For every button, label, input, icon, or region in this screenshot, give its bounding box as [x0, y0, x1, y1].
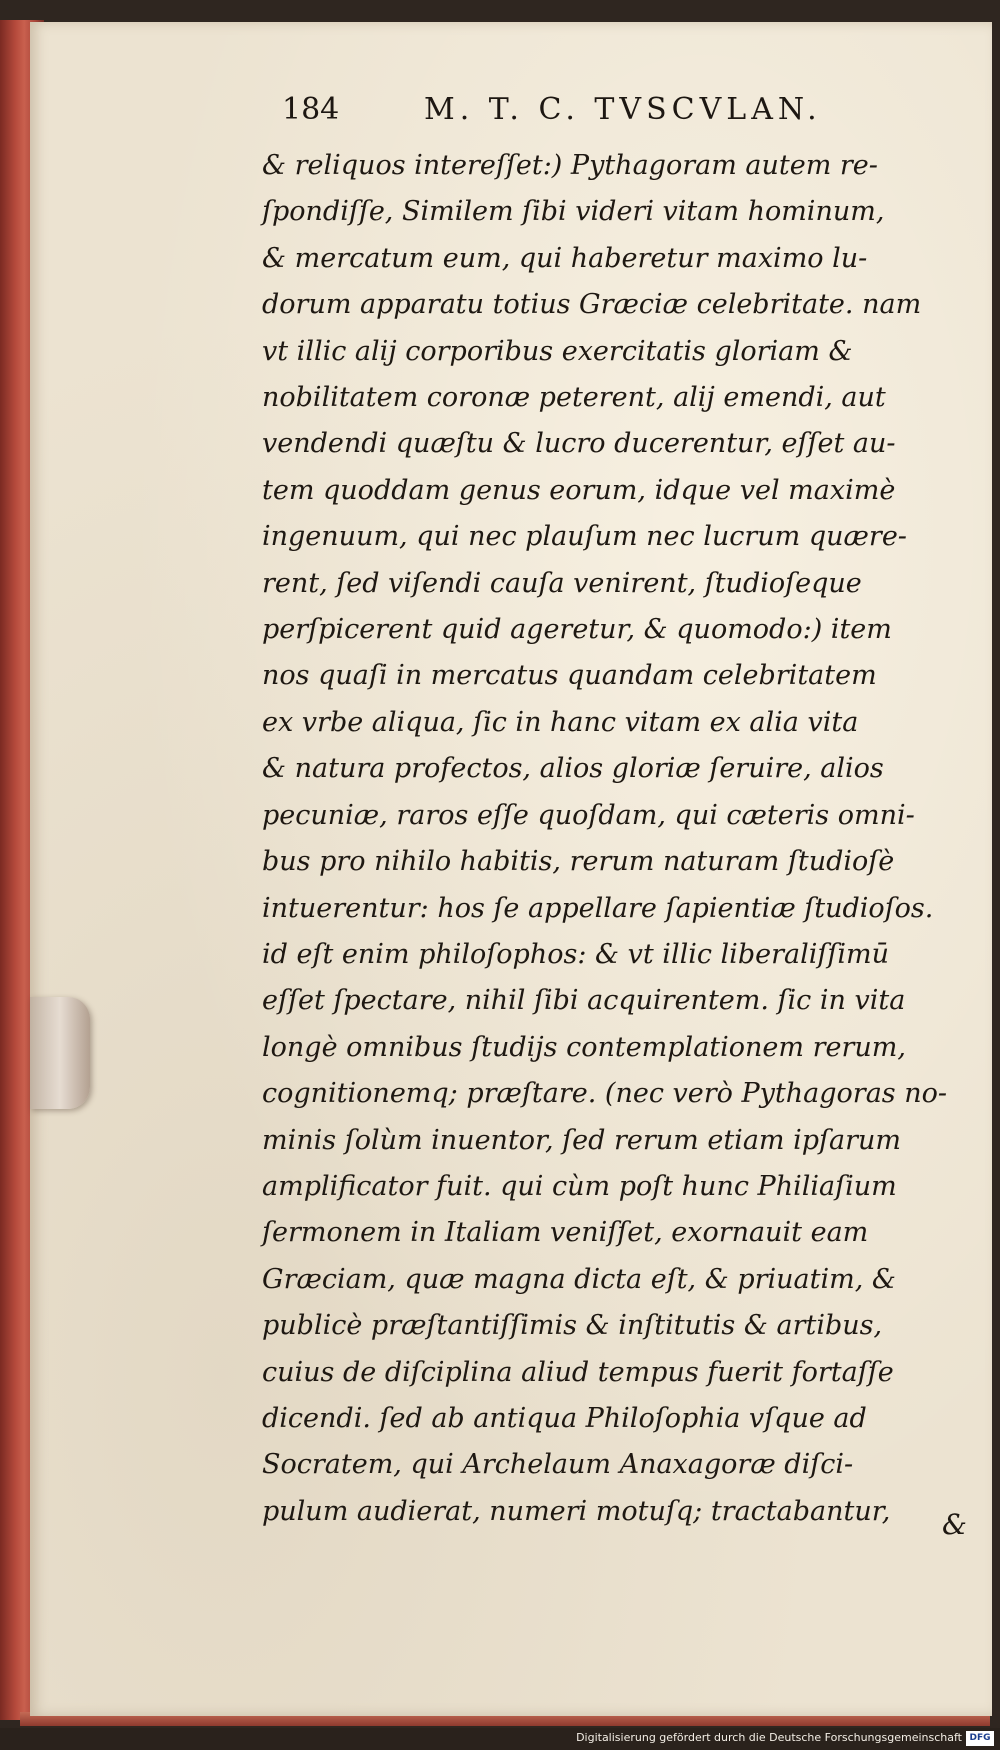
text-line: nos quaſi in mercatus quandam celebritatem — [262, 660, 877, 692]
text-line: cuius de diſciplina aliud tempus fuerit fortaſſe — [262, 1356, 894, 1388]
footer-bar — [0, 1728, 1000, 1750]
text-line: amplificator fuit. qui cùm poſt hunc Philiaſium — [262, 1170, 897, 1202]
text-line: dicendi. ſed ab antiqua Philoſophia vſque ad — [262, 1402, 867, 1434]
text-line: rent, ſed viſendi cauſa venirent, ſtudioſeque — [262, 567, 862, 599]
text-line: dorum apparatu totius Græciæ celebritate. nam — [262, 289, 922, 321]
text-line: id eſt enim philoſophos: & vt illic liberaliſſimū — [262, 938, 889, 970]
text-line: tem quoddam genus eorum, idque vel maximè — [262, 474, 896, 506]
text-line: pulum audierat, numeri motuſq; tractabantur, — [262, 1495, 891, 1527]
page-header — [282, 92, 902, 136]
page-number: 184 — [282, 92, 340, 127]
text-line: & natura profectos, alios gloriæ ſeruire, alios — [262, 753, 884, 785]
text-line: pecuniæ, raros eſſe quoſdam, qui cæteris omni- — [262, 799, 915, 831]
text-line: Socratem, qui Archelaum Anaxagoræ diſci- — [262, 1449, 854, 1481]
text-line: vendendi quæſtu & lucro ducerentur, eſſet au- — [262, 428, 896, 460]
running-head: M. T. C. TVSCVLAN. — [424, 92, 822, 127]
page-clip — [30, 997, 90, 1109]
text-line: cognitionemq; præſtare. (nec verò Pythagoras no- — [262, 1078, 948, 1110]
text-line: eſſet ſpectare, nihil ſibi acquirentem. ſic in vita — [262, 985, 906, 1017]
text-line: ingenuum, qui nec plauſum nec lucrum quære- — [262, 521, 907, 553]
text-line: intuerentur: hos ſe appellare ſapientiæ ſtudioſos. — [262, 892, 934, 924]
text-line: bus pro nihilo habitis, rerum naturam ſtudioſè — [262, 846, 895, 878]
text-block — [262, 143, 948, 1535]
text-line: & mercatum eum, qui haberetur maximo lu- — [262, 242, 868, 274]
digitization-credit: Digitalisierung gefördert durch die Deutsche Forschungsgemeinschaft — [576, 1731, 962, 1744]
text-line: perſpicerent quid ageretur, & quomodo:) item — [262, 614, 892, 646]
text-line: minis ſolùm inuentor, ſed rerum etiam ipſarum — [262, 1124, 902, 1156]
text-line: & reliquos intereſſet:) Pythagoram autem re- — [262, 150, 878, 181]
text-line: ex vrbe aliqua, ſic in hanc vitam ex alia vita — [262, 706, 859, 738]
text-line: ſermonem in Italiam veniſſet, exornauit eam — [262, 1217, 869, 1249]
dfg-logo: DFG — [966, 1731, 994, 1746]
text-line: ſpondiſſe, Similem ſibi videri vitam hominum, — [262, 196, 885, 228]
text-line: publicè præſtantiſſimis & inſtitutis & artibus, — [262, 1310, 883, 1342]
text-line: longè omnibus ſtudijs contemplationem rerum, — [262, 1031, 906, 1063]
text-line: Græciam, quæ magna dicta eſt, & priuatim, & — [262, 1263, 896, 1295]
text-line: vt illic alij corporibus exercitatis gloriam & — [262, 335, 853, 367]
catchword: & — [942, 1508, 967, 1541]
text-line: nobilitatem coronæ peterent, alij emendi, aut — [262, 382, 886, 414]
